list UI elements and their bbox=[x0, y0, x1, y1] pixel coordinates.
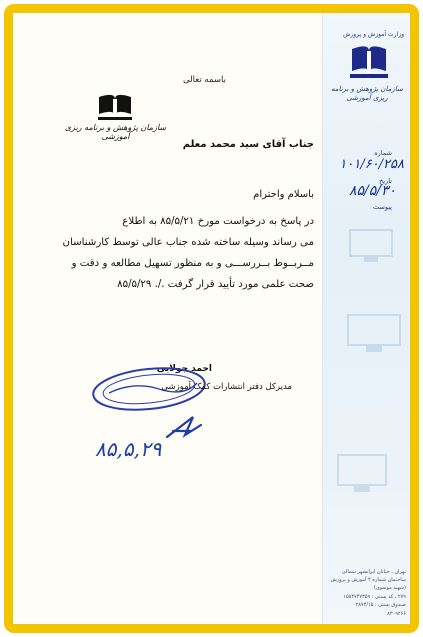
signatory-title: مدیرکل دفتر انتشارات کمک آموزشی bbox=[161, 382, 292, 392]
address-line: ۲۷۹ ، کد پستی : ۱۵۸۴۷۴۷۳۵۹ bbox=[343, 593, 406, 600]
body-line: مــربــوط بــررســـی و به منظور تسهیل مطالعه و دقت و bbox=[71, 258, 314, 269]
monitor-watermark-icon bbox=[346, 228, 396, 268]
address-line: ساختمان شماره ۴ آموزش و پرورش bbox=[330, 576, 406, 583]
book-logo-icon bbox=[346, 43, 392, 83]
basmala: باسمه تعالی bbox=[183, 75, 226, 85]
address-line: صندوق پستی : ۲۸۷۴/۱۵ bbox=[355, 602, 406, 609]
letter-paragraph bbox=[34, 211, 314, 295]
ministry-name: وزارت آموزش و پرورش bbox=[343, 31, 404, 38]
letter-body bbox=[13, 13, 332, 624]
body-line: می رساند وسیله ساخته شده جناب عالی توسط کارشناسان bbox=[62, 237, 314, 248]
body-line: در پاسخ به درخواست مورخ ۸۵/۵/۲۱ به اطلاع bbox=[122, 216, 314, 227]
book-logo-icon bbox=[95, 93, 135, 123]
letter-date: ۸۵/۵/۳۰ bbox=[348, 183, 396, 199]
letter-page bbox=[4, 4, 419, 633]
signature-icon bbox=[163, 411, 203, 443]
signatory-name: احمد جولایی bbox=[156, 364, 212, 374]
address-block bbox=[326, 568, 406, 618]
organization-name: سازمان پژوهش و برنامه ریزی آموزشی bbox=[331, 85, 403, 102]
greeting: باسلام واحترام bbox=[253, 189, 314, 200]
address-line: ۸۳۰۹۲۶۶ bbox=[387, 610, 406, 617]
monitor-watermark-icon bbox=[334, 453, 390, 497]
body-line: صحت علمی مورد تأیید قرار گرفت ./. ۸۵/۵/۲۹ bbox=[117, 279, 314, 290]
handwritten-date: ۸۵,۵,۲۹ bbox=[95, 437, 162, 461]
monitor-watermark-icon bbox=[344, 313, 404, 357]
address-line: تهران ، خیابان ایرانشهر شمالی bbox=[341, 568, 406, 575]
recipient: جناب آقای سید محمد معلم bbox=[182, 139, 314, 150]
letterhead-strip bbox=[322, 13, 410, 624]
organization-name: سازمان پژوهش و برنامه ریزی آموزشی bbox=[64, 123, 167, 141]
number-label: شماره bbox=[374, 149, 392, 157]
attachment-label: پیوست bbox=[373, 203, 392, 211]
date-label: تاریخ bbox=[379, 177, 392, 185]
address-line: (شهید موسوی) bbox=[373, 585, 406, 592]
letter-number: ۱۰۱/۶۰/۲۵۸ bbox=[339, 157, 404, 172]
